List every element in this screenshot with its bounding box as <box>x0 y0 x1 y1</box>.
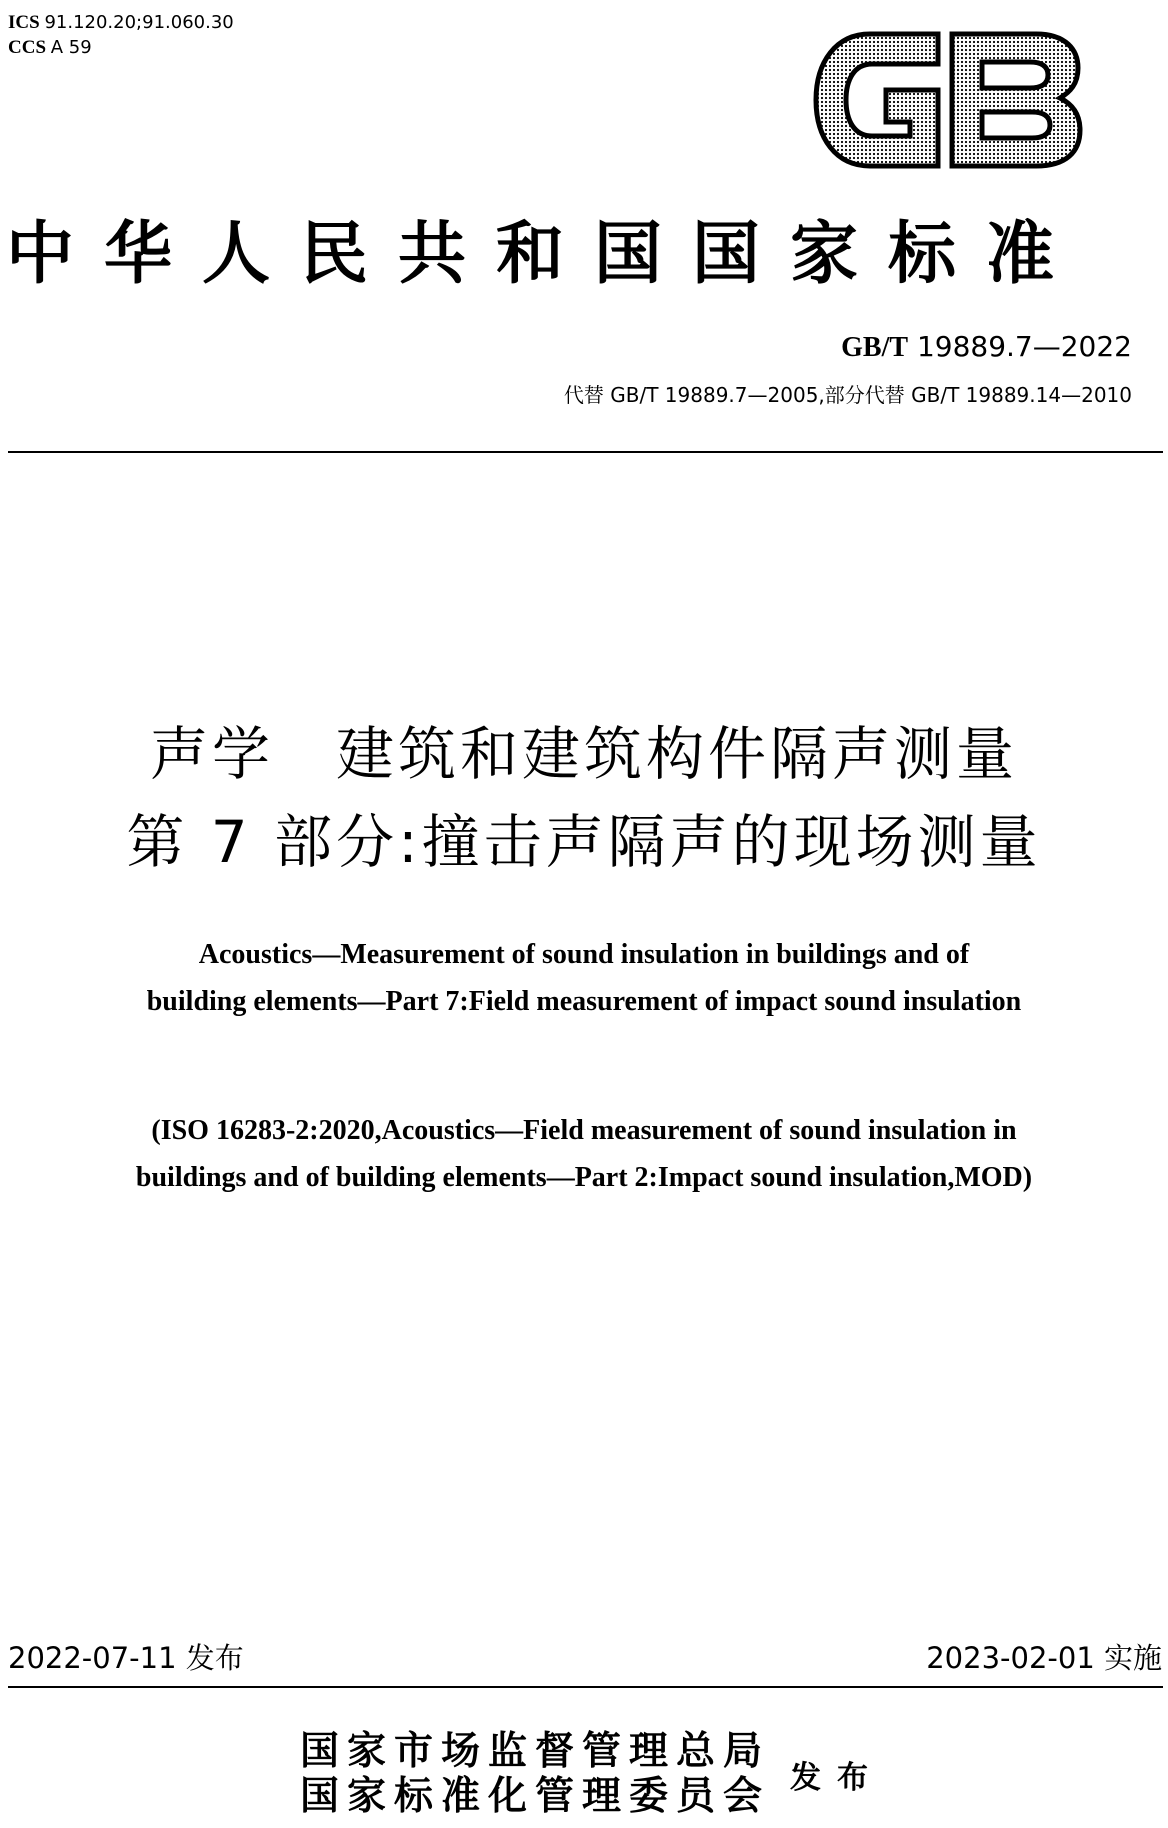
issue-date: 2022-07-11 发布 <box>8 1641 244 1675</box>
implementation-date: 2023-02-01 实施 <box>926 1641 1162 1675</box>
ccs-line <box>8 35 234 60</box>
publisher-org-1: 国家市场监督管理总局 <box>300 1728 771 1774</box>
divider-bottom <box>8 1686 1163 1688</box>
iso-reference-line2: buildings and of building elements—Part 2:Impact sound insulation,MOD) <box>135 1162 1033 1193</box>
iso-reference-line1: (ISO 16283-2:2020,Acoustics—Field measurement of sound insulation in <box>151 1115 1017 1146</box>
standard-code-number: 19889.7—2022 <box>916 330 1132 363</box>
classification-block <box>8 10 234 60</box>
ccs-value: A 59 <box>50 37 92 58</box>
gb-logo <box>808 28 1086 172</box>
gb-logo-g-shape <box>816 34 938 166</box>
ccs-label: CCS <box>8 37 47 58</box>
publisher-org-2: 国家标准化管理委员会 <box>300 1773 771 1819</box>
ics-label: ICS <box>8 12 40 33</box>
title-en-line1: Acoustics—Measurement of sound insulation in buildings and of <box>198 939 970 970</box>
title-en-line2: building elements—Part 7:Field measurement of impact sound insulation <box>146 986 1022 1017</box>
standard-code <box>841 330 1132 365</box>
gb-logo-b-shape <box>952 34 1080 166</box>
replacement-note: 代替 GB/T 19889.7—2005,部分代替 GB/T 19889.14—2010 <box>563 383 1132 407</box>
publish-label: 发布 <box>790 1760 884 1796</box>
national-standard-heading: 中华人民共和国国家标准 <box>6 215 1085 294</box>
title-cn-line1: 声学 建筑和建筑构件隔声测量 <box>149 720 1018 788</box>
divider-top <box>8 451 1163 453</box>
title-cn-line2: 第 7 部分:撞击声隔声的现场测量 <box>126 808 1042 876</box>
standard-code-prefix: GB/T <box>841 332 909 363</box>
ics-line <box>8 10 234 35</box>
ics-value: 91.120.20;91.060.30 <box>44 12 234 33</box>
